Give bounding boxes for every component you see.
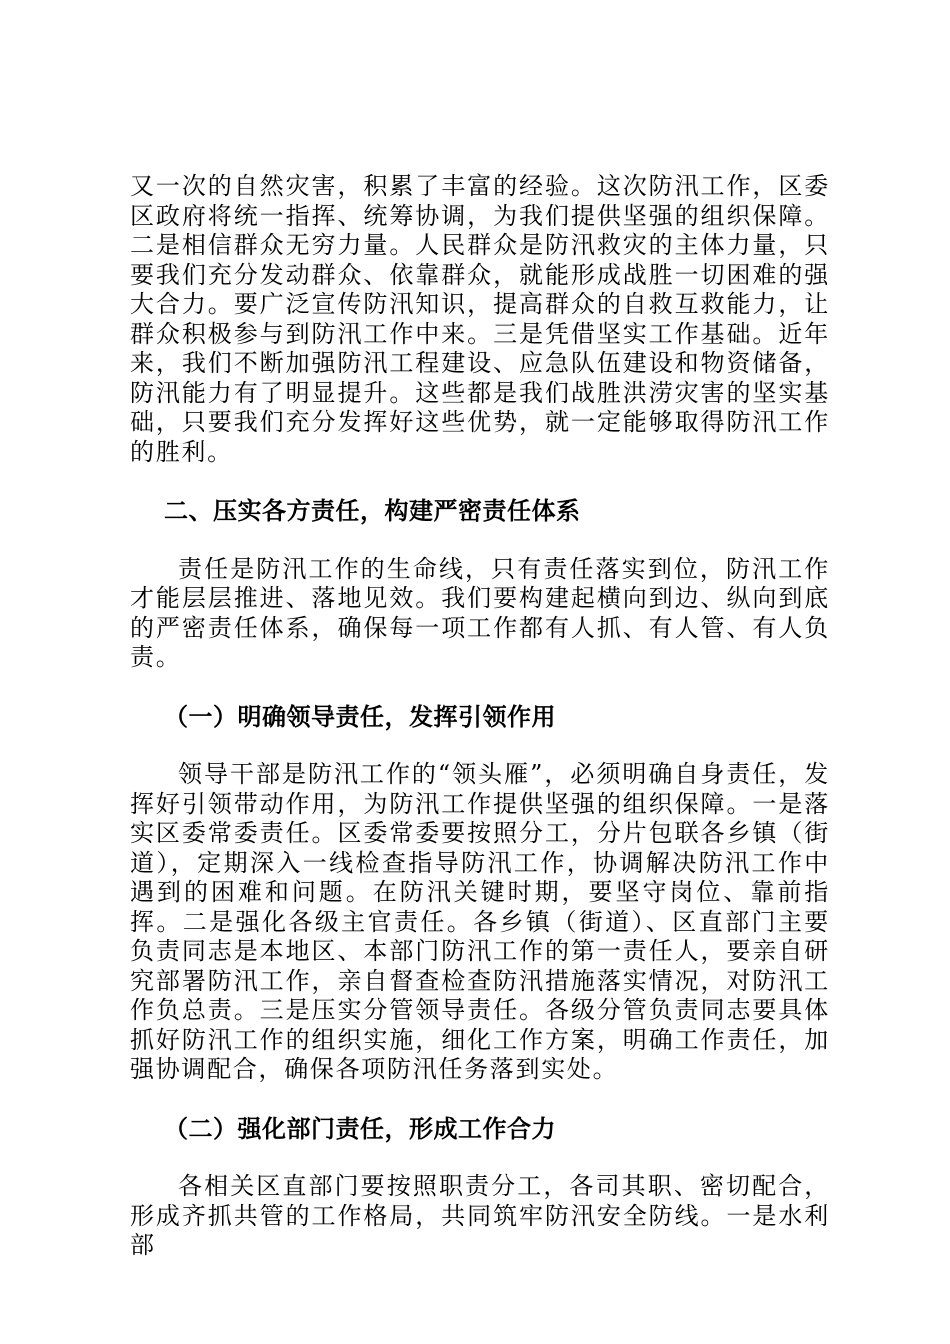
subsection-heading-1: （一）明确领导责任，发挥引领作用: [164, 701, 556, 731]
body-paragraph-continuation: 又一次的自然灾害，积累了丰富的经验。这次防汛工作，区委区政府将统一指挥、统筹协调，为我们提供坚强的组织保障。二是相信群众无穷力量。人民群众是防汛救灾的主体力量，只要我们充分发动群众、依靠群众，就能形成战胜一切困难的强大合力。要广泛宣传防汛知识，提高群众的自救互救能力，让群众积极参与到防汛工作中来。三是凭借坚实工作基础。近年来，我们不断加强防汛工程建设、应急队伍建设和物资储备，防汛能力有了明显提升。这些都是我们战胜洪涝灾害的坚实基础，只要我们充分发挥好这些优势，就一定能够取得防汛工作的胜利。: [130, 172, 830, 466]
subsection-heading-2: （二）强化部门责任，形成工作合力: [164, 1113, 556, 1143]
document-page: [130, 172, 830, 1261]
body-paragraph-responsibility: 责任是防汛工作的生命线，只有责任落实到位，防汛工作才能层层推进、落地见效。我们要构建起横向到边、纵向到底的严密责任体系，确保每一项工作都有人抓、有人管、有人负责。: [130, 554, 830, 671]
body-paragraph-leadership: 领导干部是防汛工作的“领头雁”，必须明确自身责任，发挥好引领带动作用，为防汛工作提供坚强的组织保障。一是落实区委常委责任。区委常委要按照分工，分片包联各乡镇（街道），定期深入一线检查指导防汛工作，协调解决防汛工作中遇到的困难和问题。在防汛关键时期，要坚守岗位、靠前指挥。二是强化各级主官责任。各乡镇（街道）、区直部门主要负责同志是本地区、本部门防汛工作的第一责任人，要亲自研究部署防汛工作，亲自督查检查防汛措施落实情况，对防汛工作负总责。三是压实分管领导责任。各级分管负责同志要具体抓好防汛工作的组织实施，细化工作方案，明确工作责任，加强协调配合，确保各项防汛任务落到实处。: [130, 760, 830, 1083]
body-paragraph-departments: 各相关区直部门要按照职责分工，各司其职、密切配合，形成齐抓共管的工作格局，共同筑牢防汛安全防线。一是水利部: [130, 1172, 830, 1259]
section-heading-2: 二、压实各方责任，构建严密责任体系: [164, 496, 581, 525]
